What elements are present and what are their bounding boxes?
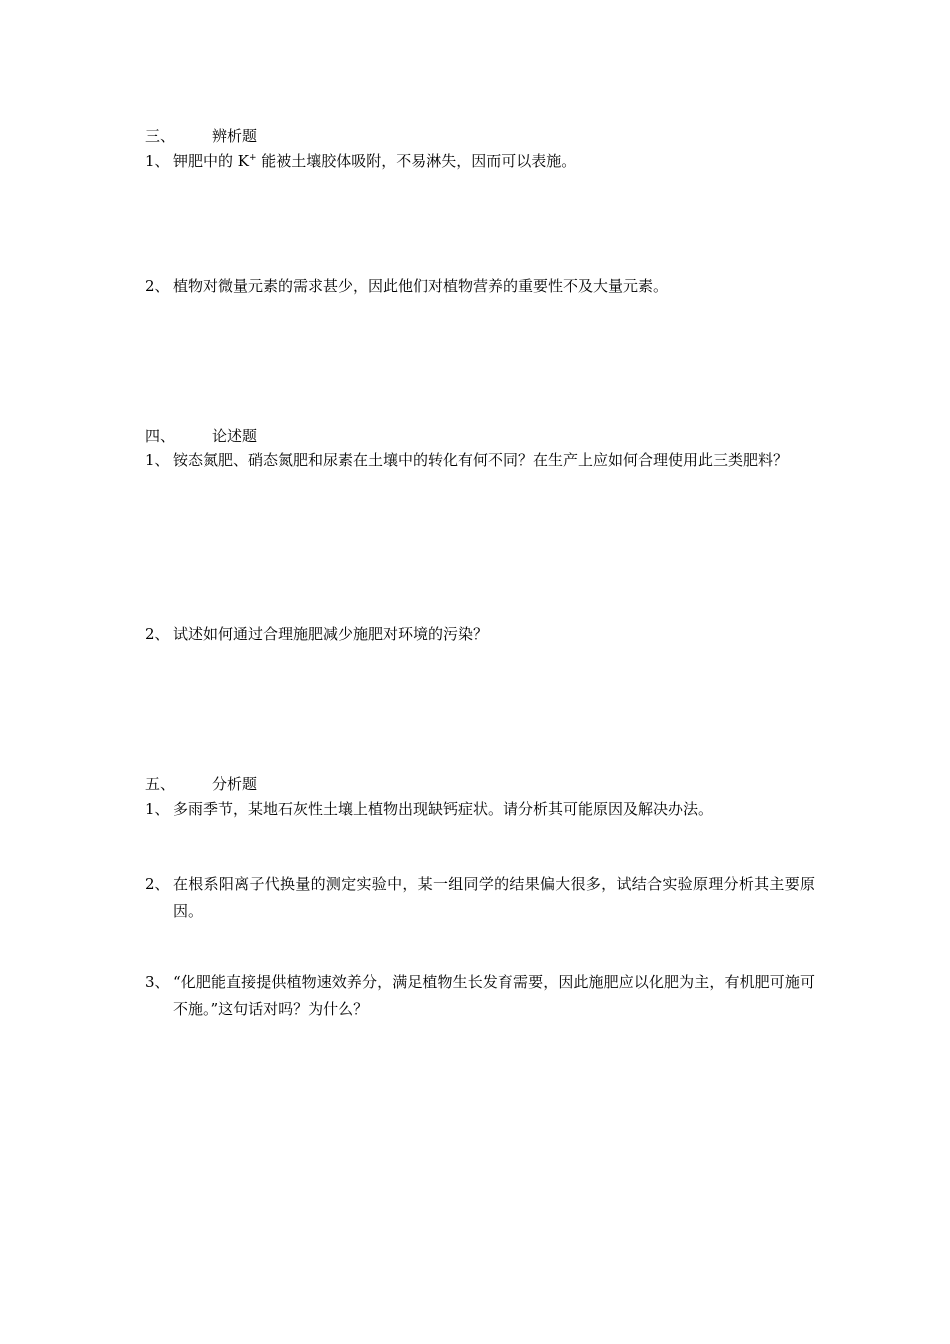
question-number: 2、 (145, 875, 170, 893)
question-4-2 (145, 621, 815, 648)
section-title: 分析题 (212, 775, 258, 793)
question-number: 2、 (145, 625, 170, 643)
question-number: 1、 (145, 152, 170, 170)
question-number: 2、 (145, 277, 170, 295)
question-4-1 (145, 447, 815, 474)
question-text-part: 钾肥中的 K (173, 152, 249, 170)
question-text (173, 148, 815, 175)
question-3-1 (145, 148, 815, 175)
question-5-1 (145, 796, 815, 823)
question-text-part: 能被土壤胶体吸附，不易淋失，因而可以表施。 (256, 152, 577, 170)
section-heading-3 (145, 126, 257, 146)
question-5-2 (145, 871, 815, 925)
question-text: 试述如何通过合理施肥减少施肥对环境的污染？ (173, 625, 489, 643)
section-title: 辨析题 (212, 127, 258, 145)
question-text: 植物对微量元素的需求甚少，因此他们对植物营养的重要性不及大量元素。 (173, 277, 669, 295)
question-number: 3、 (145, 973, 170, 991)
question-3-2 (145, 273, 815, 300)
question-number: 1、 (145, 800, 170, 818)
question-number: 1、 (145, 451, 170, 469)
section-number: 三、 (145, 127, 176, 145)
section-number: 四、 (145, 427, 176, 445)
superscript-plus: + (248, 153, 257, 163)
question-text: 多雨季节，某地石灰性土壤上植物出现缺钙症状。请分析其可能原因及解决办法。 (173, 800, 714, 818)
question-text: “化肥能直接提供植物速效养分，满足植物生长发育需要，因此施肥应以化肥为主，有机肥可施可不施。”这句话对吗？为什么？ (173, 973, 815, 1018)
question-text: 在根系阳离子代换量的测定实验中，某一组同学的结果偏大很多，试结合实验原理分析其主要原因。 (173, 875, 815, 920)
section-heading-4 (145, 426, 257, 446)
section-title: 论述题 (212, 427, 258, 445)
section-number: 五、 (145, 775, 176, 793)
question-5-3 (145, 969, 815, 1023)
section-heading-5 (145, 774, 257, 794)
question-text: 铵态氮肥、硝态氮肥和尿素在土壤中的转化有何不同？在生产上应如何合理使用此三类肥料？ (173, 451, 789, 469)
